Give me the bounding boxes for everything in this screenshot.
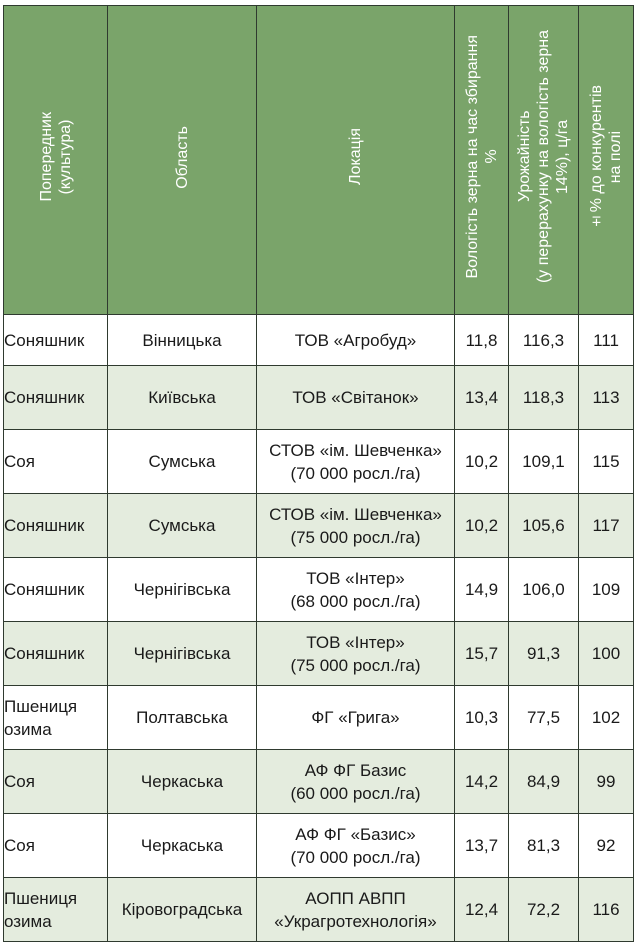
cell-moisture: 11,8 xyxy=(455,315,509,366)
cell-region: Черкаська xyxy=(108,750,257,814)
table-row xyxy=(4,366,634,430)
table-row xyxy=(4,494,634,558)
cell-moisture: 13,4 xyxy=(455,366,509,430)
cell-diff: 100 xyxy=(579,622,634,686)
cell-region: Кіровоградська xyxy=(108,878,257,942)
table-row xyxy=(4,622,634,686)
header-crop: Попередник (культура) xyxy=(4,6,108,315)
cell-yield: 84,9 xyxy=(509,750,579,814)
cell-region: Чернігівська xyxy=(108,558,257,622)
cell-diff: 117 xyxy=(579,494,634,558)
cell-location: АОПП АВПП «Украгротехнологія» xyxy=(257,878,455,942)
header-diff: ±% до конкурентів на полі xyxy=(579,6,634,315)
cell-location: ТОВ «Інтер» (68 000 росл./га) xyxy=(257,558,455,622)
table-row xyxy=(4,878,634,942)
cell-yield: 91,3 xyxy=(509,622,579,686)
cell-crop: Соняшник xyxy=(4,622,108,686)
cell-moisture: 13,7 xyxy=(455,814,509,878)
cell-crop: Пшениця озима xyxy=(4,878,108,942)
cell-location: ТОВ «Світанок» xyxy=(257,366,455,430)
cell-location: ФГ «Грига» xyxy=(257,686,455,750)
cell-crop: Пшениця озима xyxy=(4,686,108,750)
cell-region: Вінницька xyxy=(108,315,257,366)
table-row xyxy=(4,430,634,494)
cell-diff: 116 xyxy=(579,878,634,942)
header-moisture: Вологість зерна на час збирання % xyxy=(455,6,509,315)
header-yield: Урожайність (у перерахунку на вологість зерна 14%), ц/га xyxy=(509,6,579,315)
cell-region: Полтавська xyxy=(108,686,257,750)
cell-location: АФ ФГ Базис (60 000 росл./га) xyxy=(257,750,455,814)
cell-location: ТОВ «Інтер» (75 000 росл./га) xyxy=(257,622,455,686)
cell-diff: 92 xyxy=(579,814,634,878)
cell-moisture: 14,9 xyxy=(455,558,509,622)
cell-location: ТОВ «Агробуд» xyxy=(257,315,455,366)
cell-crop: Соняшник xyxy=(4,558,108,622)
cell-yield: 116,3 xyxy=(509,315,579,366)
cell-region: Черкаська xyxy=(108,814,257,878)
cell-crop: Соя xyxy=(4,814,108,878)
cell-moisture: 14,2 xyxy=(455,750,509,814)
cell-location: СТОВ «ім. Шевченка» (75 000 росл./га) xyxy=(257,494,455,558)
cell-yield: 81,3 xyxy=(509,814,579,878)
cell-diff: 115 xyxy=(579,430,634,494)
cell-diff: 113 xyxy=(579,366,634,430)
cell-crop: Соняшник xyxy=(4,366,108,430)
cell-location: АФ ФГ «Базис» (70 000 росл./га) xyxy=(257,814,455,878)
cell-region: Сумська xyxy=(108,430,257,494)
cell-diff: 99 xyxy=(579,750,634,814)
header-row xyxy=(4,6,634,315)
cell-region: Сумська xyxy=(108,494,257,558)
cell-crop: Соняшник xyxy=(4,315,108,366)
cell-moisture: 10,3 xyxy=(455,686,509,750)
table-row xyxy=(4,686,634,750)
cell-crop: Соняшник xyxy=(4,494,108,558)
cell-moisture: 15,7 xyxy=(455,622,509,686)
cell-diff: 111 xyxy=(579,315,634,366)
cell-yield: 118,3 xyxy=(509,366,579,430)
cell-moisture: 10,2 xyxy=(455,494,509,558)
cell-region: Київська xyxy=(108,366,257,430)
cell-yield: 105,6 xyxy=(509,494,579,558)
cell-yield: 77,5 xyxy=(509,686,579,750)
cell-yield: 109,1 xyxy=(509,430,579,494)
table-row xyxy=(4,814,634,878)
cell-yield: 106,0 xyxy=(509,558,579,622)
yield-table xyxy=(3,5,634,942)
header-region: Область xyxy=(108,6,257,315)
cell-region: Чернігівська xyxy=(108,622,257,686)
cell-moisture: 12,4 xyxy=(455,878,509,942)
header-location: Локація xyxy=(257,6,455,315)
cell-yield: 72,2 xyxy=(509,878,579,942)
cell-diff: 102 xyxy=(579,686,634,750)
cell-crop: Соя xyxy=(4,430,108,494)
cell-crop: Соя xyxy=(4,750,108,814)
table-row xyxy=(4,315,634,366)
cell-moisture: 10,2 xyxy=(455,430,509,494)
table-row xyxy=(4,750,634,814)
cell-diff: 109 xyxy=(579,558,634,622)
cell-location: СТОВ «ім. Шевченка» (70 000 росл./га) xyxy=(257,430,455,494)
table-row xyxy=(4,558,634,622)
